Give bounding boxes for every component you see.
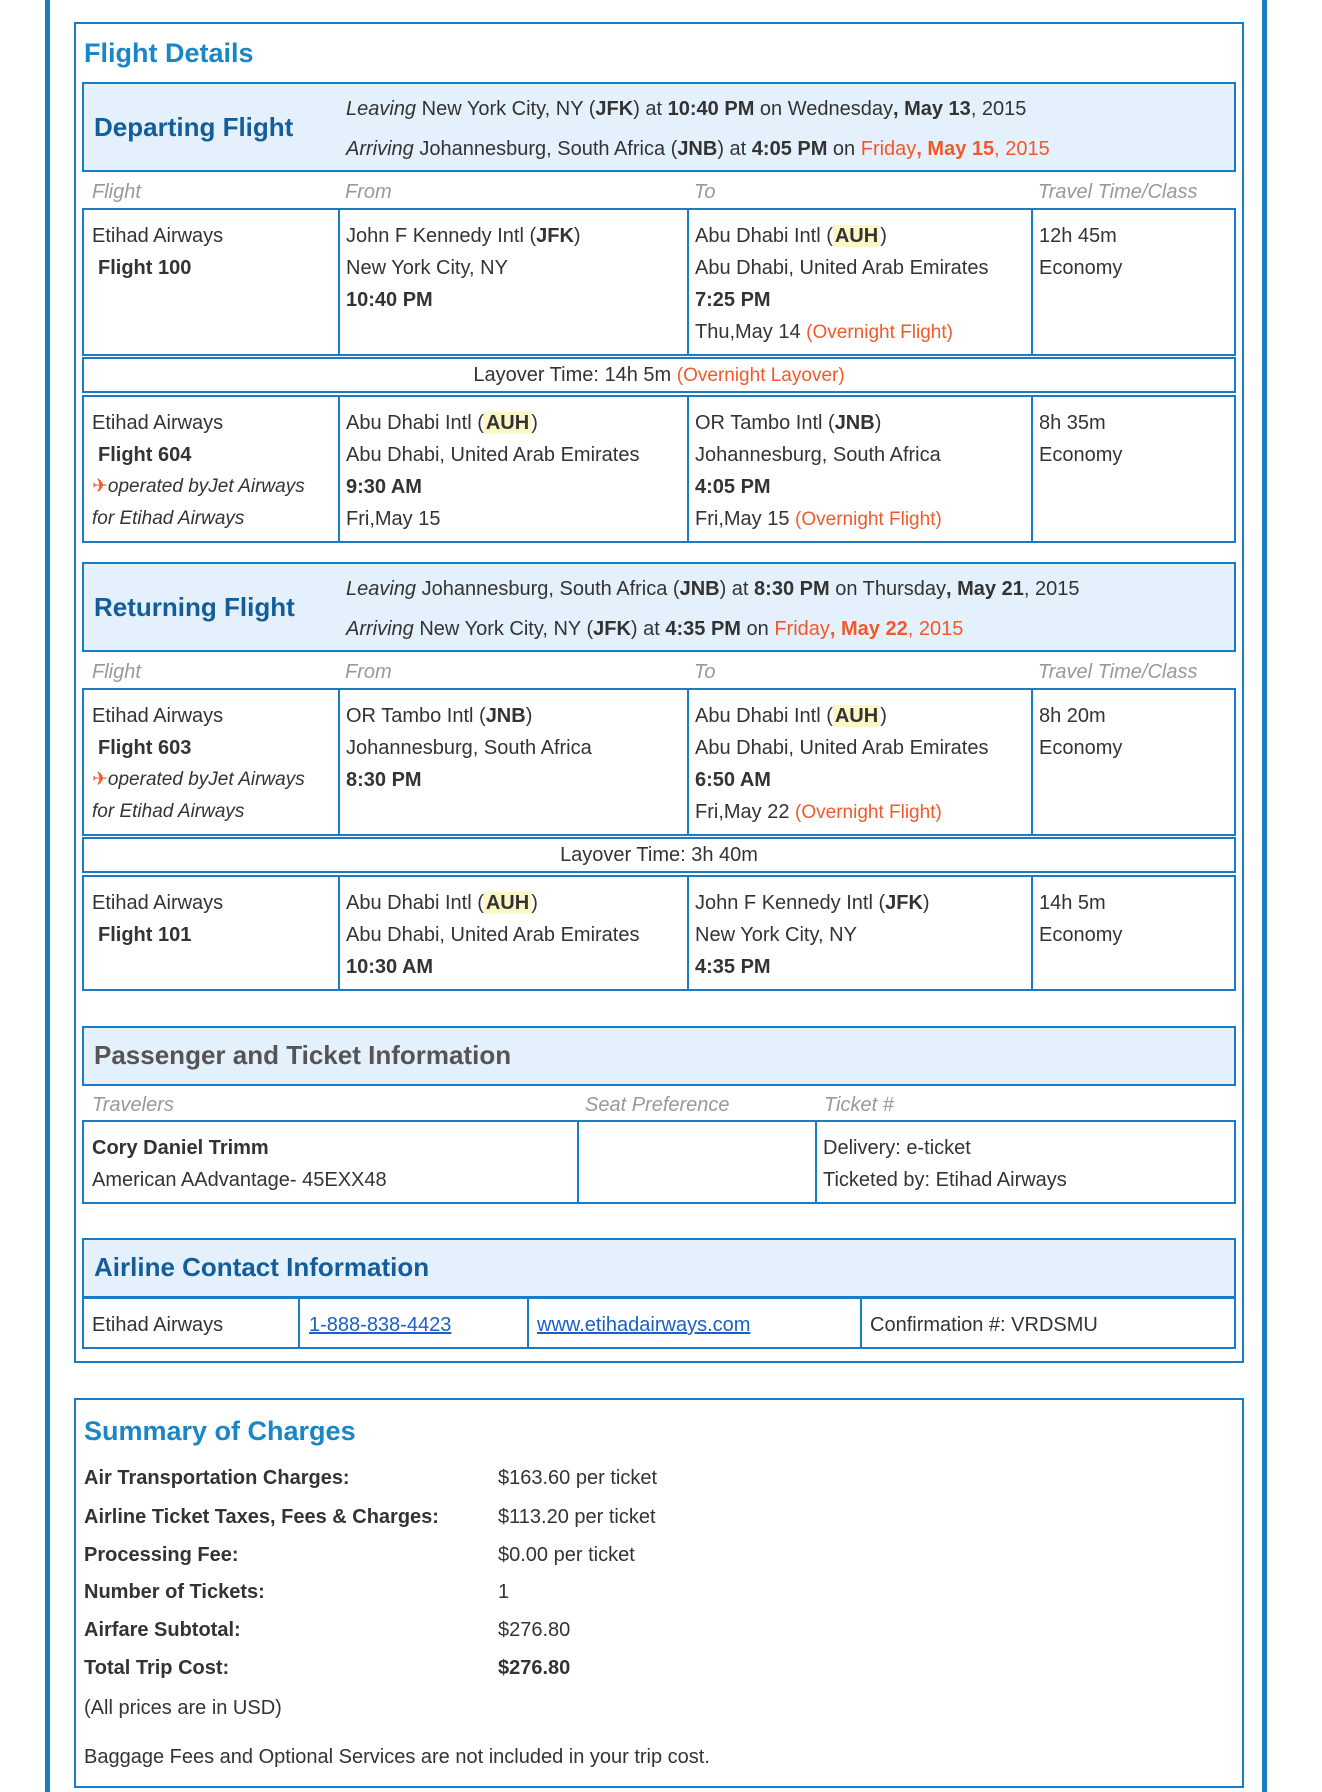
- segment-to-cell: John F Kennedy Intl (JFK) New York City, NY 4:35 PM: [695, 892, 930, 978]
- passenger-header: [82, 1026, 1236, 1086]
- airline-contact-title: Airline Contact Information: [94, 1252, 430, 1282]
- segment-from-cell: OR Tambo Intl (JNB) Johannesburg, South Africa 8:30 PM: [346, 705, 592, 791]
- col-travel: Travel Time/Class: [1038, 181, 1198, 203]
- segment-flight-cell: Etihad Airways Flight 100: [92, 225, 224, 279]
- plane-icon: ✈: [92, 476, 108, 497]
- col-flight: Flight: [92, 661, 141, 683]
- flight-segment-row: [82, 395, 1236, 543]
- segment-flight-cell: Etihad Airways Flight 101: [92, 892, 224, 946]
- returning-header: [82, 562, 1236, 652]
- contact-phone-link[interactable]: 1-888-838-4423: [309, 1314, 452, 1336]
- layover-bar: Layover Time: 3h 40m: [82, 837, 1236, 873]
- layover-bar: Layover Time: 14h 5m (Overnight Layover): [82, 357, 1236, 393]
- col-to: To: [694, 661, 716, 683]
- col-flight: Flight: [92, 181, 141, 203]
- departing-arriving-line: Arriving Johannesburg, South Africa (JNB) at 4:05 PM on Friday, May 15, 2015: [346, 138, 1050, 160]
- traveler-name: Cory Daniel Trimm: [92, 1137, 269, 1159]
- contact-airline: Etihad Airways: [92, 1314, 224, 1336]
- confirmation-number: Confirmation #: VRDSMU: [870, 1314, 1098, 1336]
- flight-details-title: Flight Details: [84, 38, 254, 68]
- flight-segment-row: [82, 688, 1236, 836]
- segment-travel-cell: 8h 20m Economy: [1039, 705, 1123, 759]
- segment-to-cell: OR Tambo Intl (JNB) Johannesburg, South Africa 4:05 PM Fri,May 15 (Overnight Flight): [695, 412, 942, 530]
- segment-from-cell: Abu Dhabi Intl ( AUH ) Abu Dhabi, United Arab Emirates 10:30 AM: [346, 892, 640, 978]
- col-travelers: Travelers: [92, 1094, 174, 1116]
- segment-to-cell: Abu Dhabi Intl ( AUH ) Abu Dhabi, United Arab Emirates 7:25 PM Thu,May 14 (Overnight Flight): [695, 225, 989, 343]
- col-seat: Seat Preference: [585, 1094, 730, 1116]
- departing-header: [82, 82, 1236, 172]
- summary-title: Summary of Charges: [84, 1416, 356, 1446]
- col-ticket: Ticket #: [824, 1094, 894, 1116]
- plane-icon: ✈: [92, 769, 108, 790]
- returning-leaving-line: Leaving Johannesburg, South Africa (JNB) at 8:30 PM on Thursday, May 21, 2015: [346, 578, 1080, 600]
- baggage-note: Baggage Fees and Optional Services are not included in your trip cost.: [84, 1746, 710, 1768]
- col-to: To: [694, 181, 716, 203]
- airline-contact-row: [82, 1297, 1236, 1349]
- flight-segment-row: [82, 208, 1236, 356]
- segment-travel-cell: 8h 35m Economy: [1039, 412, 1123, 466]
- segment-travel-cell: 12h 45m Economy: [1039, 225, 1123, 279]
- segment-from-cell: John F Kennedy Intl (JFK) New York City, NY 10:40 PM: [346, 225, 581, 311]
- flight-segment-row: [82, 875, 1236, 991]
- ticket-cell: Delivery: e-ticket Ticketed by: Etihad Airways: [823, 1137, 1067, 1191]
- departing-title: Departing Flight: [94, 112, 294, 142]
- segment-to-cell: Abu Dhabi Intl ( AUH ) Abu Dhabi, United Arab Emirates 6:50 AM Fri,May 22 (Overnight Flight): [695, 705, 989, 823]
- departing-leaving-line: Leaving New York City, NY (JFK) at 10:40 PM on Wednesday, May 13, 2015: [346, 98, 1027, 120]
- segment-flight-cell: Etihad Airways Flight 603 ✈operated byJet Airways for Etihad Airways: [92, 705, 305, 822]
- segment-flight-cell: Etihad Airways Flight 604 ✈operated byJet Airways for Etihad Airways: [92, 412, 305, 529]
- contact-website-link[interactable]: www.etihadairways.com: [537, 1314, 751, 1336]
- usd-note: (All prices are in USD): [84, 1697, 282, 1719]
- loyalty-program: American AAdvantage- 45EXX48: [92, 1169, 387, 1191]
- passenger-title: Passenger and Ticket Information: [94, 1040, 512, 1070]
- returning-title: Returning Flight: [94, 592, 295, 622]
- col-from: From: [345, 181, 392, 203]
- segment-from-cell: Abu Dhabi Intl ( AUH ) Abu Dhabi, United Arab Emirates 9:30 AM Fri,May 15: [346, 412, 640, 530]
- airline-contact-header: [82, 1238, 1236, 1298]
- traveler-cell: [92, 1132, 387, 1196]
- col-from: From: [345, 661, 392, 683]
- passenger-row: [82, 1120, 1236, 1204]
- returning-arriving-line: Arriving New York City, NY (JFK) at 4:35 PM on Friday, May 22, 2015: [346, 618, 964, 640]
- col-travel: Travel Time/Class: [1038, 661, 1198, 683]
- segment-travel-cell: 14h 5m Economy: [1039, 892, 1123, 946]
